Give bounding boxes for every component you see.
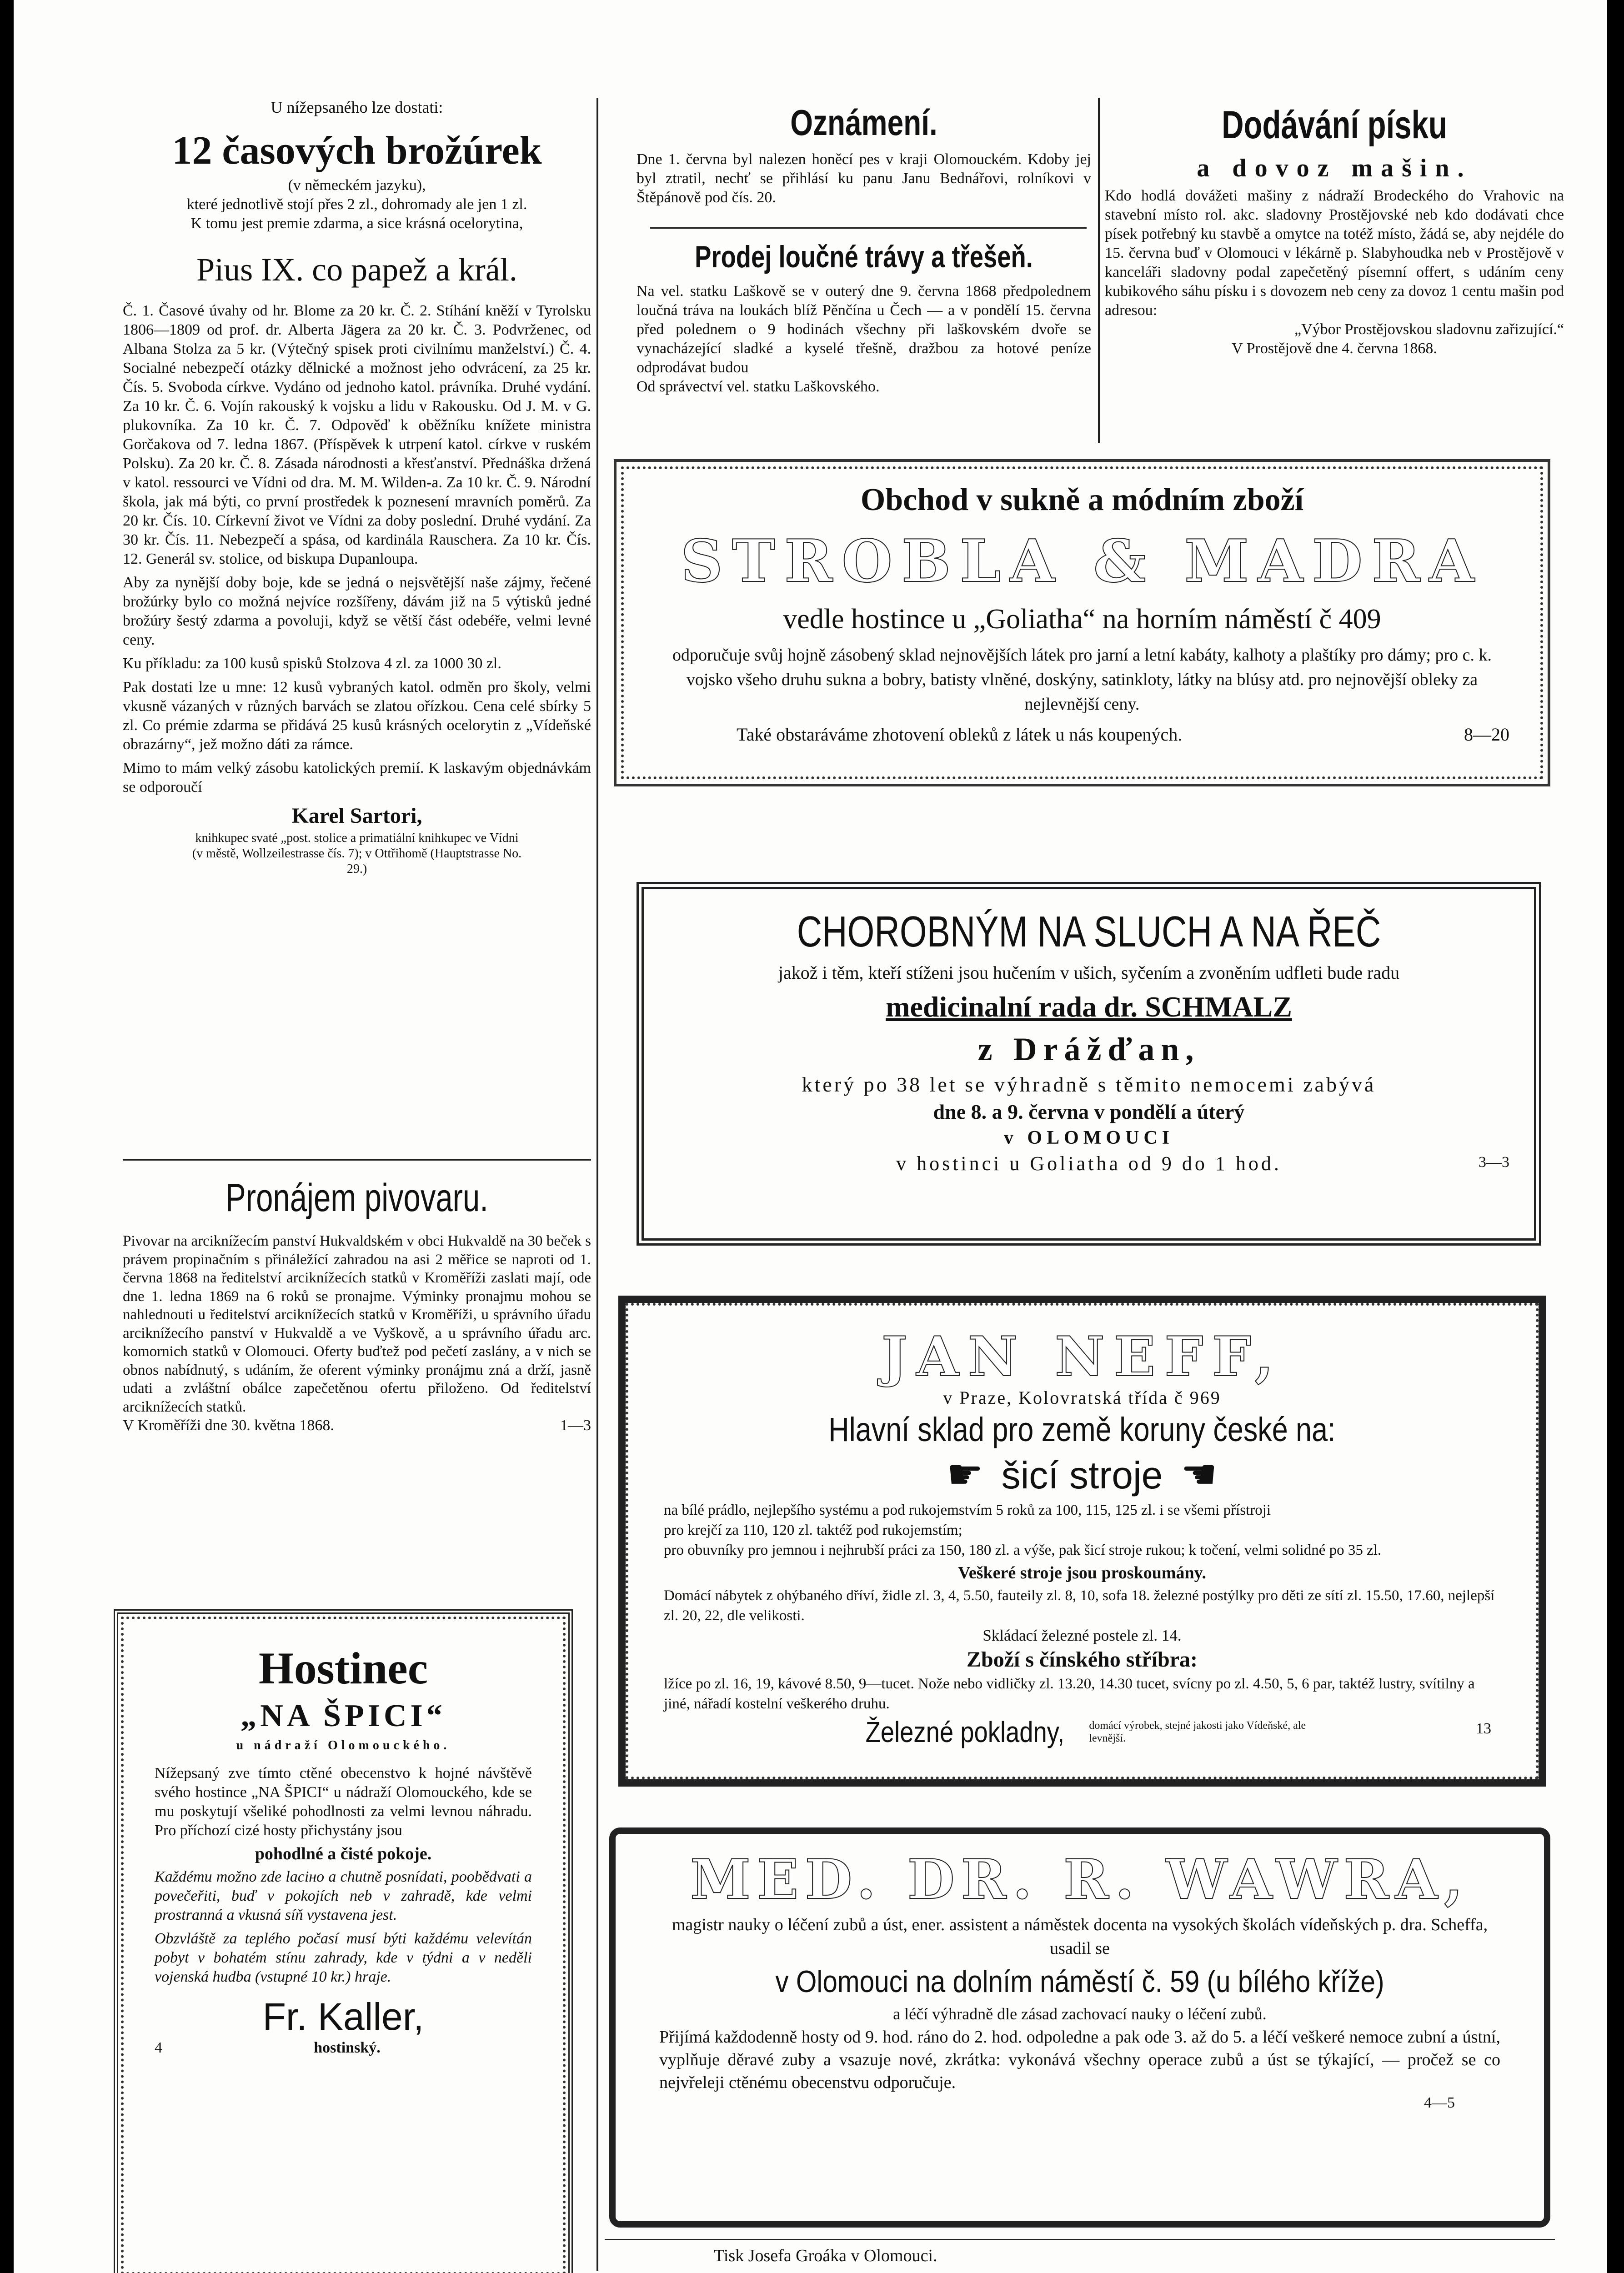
neff-line8: lžíce po zl. 16, 19, kávové 8.50, 9—tucet. Nože nebo vidličky zl. 13.20, 14.30 tucet, svícny po zl. 4.50, 5, 6 par, taktéž lustry, svítilny a jiné, nářadí kostelní veškerého druhu.	[664, 1676, 1475, 1712]
schmalz-line5: v hostinci u Goliatha od 9 do 1 hod.	[896, 1152, 1282, 1175]
kaller-signature: Fr. Kaller,	[262, 1995, 424, 2038]
wawra-ad	[632, 1846, 1528, 2112]
wawra-line4: a léčí výhradně dle zásad zachovací nauky o léčení zubů.	[893, 2005, 1267, 2023]
brochures-sub2: které jednotlivě stojí přes 2 zl., dohromady ale jen 1 zl.	[186, 196, 527, 213]
hostinec-ad	[155, 1641, 532, 2057]
strobl-issue: 8—20	[1464, 724, 1509, 745]
kaller-role: hostinský.	[314, 2039, 381, 2056]
divider	[650, 227, 1087, 229]
wawra-line3: v Olomouci na dolním náměstí č. 59 (u bílého kříže)	[775, 1964, 1384, 1999]
brewery-date: V Kroměříži dne 30. května 1868.	[123, 1417, 334, 1434]
oznameni-title: Oznámení.	[790, 102, 937, 143]
schmalz-issue: 3—3	[1479, 1154, 1509, 1171]
sartori-signature: Karel Sartori,	[291, 804, 422, 828]
pius-title: Pius IX. co papež a král.	[196, 251, 517, 288]
wawra-name: MED. DR. R. WAWRA,	[690, 1847, 1469, 1912]
hostinec-issue: 4	[155, 2039, 162, 2056]
wawra-line5: Přijímá každodenně hosty od 9. hod. ráno do 2. hod. odpoledne a pak ode 3. až do 5. a léčí veškeré nemoce zubní a ústní, vyplňuje děravé zuby a vsazuje nové, zkrátka: vykonává všechny operace zubů a úst se týkající, — pročež se co nejvřeleji ctěnému obecenstvu odporučuje.	[659, 2028, 1500, 2092]
pointing-hand-icon: ☛	[946, 1452, 983, 1497]
newspaper-page	[14, 0, 1607, 2273]
printer-footer: Tisk Josefa Groáka v Olomouci.	[714, 2246, 937, 2265]
hostinec-text: Nížepsaný zve tímto ctěné obecenstvo k hojné návštěvě svého hostince „NA ŠPICI“ u nádraží Olomouckého, kde se mu poskytují všeliké pohodlnosti za velmi levnou náhradu. Pro příchozí cizé hosty přichystány jsou	[155, 1765, 532, 1839]
brochures-para1: Aby za nynější doby boje, kde se jedná o nejsvětější naše zájmy, řečené brožúrky bylo co možná nejvíce rozšířeny, dávám již na 5 výtisků jedné brožúry šestý zdarma a povoluji, když se větší část odebéře, velmi levné ceny.	[123, 574, 591, 648]
strobl-address: vedle hostince u „Goliatha“ na horním náměstí č 409	[783, 604, 1381, 635]
pisek-date: V Prostějově dne 4. června 1868.	[1232, 340, 1437, 357]
schmalz-title: CHOROBNÝM NA SLUCH A NA ŘEČ	[797, 907, 1381, 956]
neff-line9b: domácí výrobek, stejné jakosti jako Vídeňské, ale levnější.	[1089, 1720, 1306, 1744]
neff-line2: pro krejčí za 110, 120 zl. taktéž pod rukojemstím;	[664, 1522, 962, 1538]
neff-line5: Domácí nábytek z ohýbaného dříví, židle zl. 3, 4, 5.50, fauteily zl. 8, 10, sofa 18. železné postýlky pro děti ze sítí zl. 15.50, 17.60, nejlepší zl. 20, 22, dle velikosti.	[664, 1587, 1495, 1624]
hostinec-name: „NA ŠPICI“	[241, 1698, 446, 1733]
hostinec-sub: u nádraží Olomouckého.	[236, 1738, 451, 1752]
footer-rule	[605, 2239, 1555, 2240]
brewery-ad	[123, 1173, 591, 1435]
strobl-text: odporučuje svůj hojně zásobený sklad nejnovějších látek pro jarní a letní kabáty, kalhoty a plaštíky pro dámy; pro c. k. vojsko všeho druhu sukna a bobry, batisty vlněné, doskýny, satinkloty, látky na blúsy atd. pro nejnovější obleky za nejlevnější ceny.	[672, 646, 1492, 714]
neff-head: Hlavní sklad pro země koruny české na:	[828, 1411, 1336, 1448]
strobl-note: Také obstaráváme zhotovení obleků z látek u nás koupených.	[737, 724, 1183, 745]
brewery-text: Pivovar na arciknížecím panství Hukvaldském v obci Hukvaldě na 30 beček s právem propinačním s přináležící zahradou na asi 2 měřice se naproti od 1. června 1868 na ředitelství arciknížecích statků v Kroměříži zaslati mají, ode dne 1. ledna 1869 na 6 roků se pronajme. Výminky pronajmu mohou se nahlednouti u ředitelství arciknížecích statků v Kroměříži, u správního úřadu arciknížecího panství v Hukvaldě a ve Vyškově, a u správního úřadu arc. komornich statků v Olomouci. Oferty buďtež pod pečetí zaslány, a v nich se obnos nabídnutý, s udáním, že oferent výminky pronájmu zná a drží, jasně udati a zvláštní obálce zapečetěnou ofertu přiloženo. Od ředitelství arciknížecích statků.	[123, 1233, 591, 1415]
neff-name: JAN NEFF,	[881, 1325, 1283, 1389]
neff-machines: šicí stroje	[1001, 1454, 1163, 1497]
trava-text: Na vel. statku Laškově se v outerý dne 9. června 1868 předpolednem loučná tráva na loukách blíž Pěnčína u Čech — a v pondělí 15. června před polednem o 9 hodinách všechny při laškovském dvoře se vynacházející sladké a kyselé třešně, dražbou za hotové peníze odprodávat budou	[637, 283, 1091, 376]
column-divider-right	[1098, 98, 1100, 443]
brewery-issue: 1—3	[560, 1417, 591, 1434]
schmalz-line2: který po 38 let se výhradně s těmito nemocemi zabývá	[802, 1073, 1376, 1096]
trava-ad	[637, 232, 1091, 396]
neff-issue: 13	[1476, 1720, 1491, 1737]
strobl-ad	[637, 477, 1528, 748]
wawra-issue: 4—5	[1424, 2094, 1455, 2111]
brochures-sub1: (v německém jazyku),	[288, 177, 426, 194]
oznameni-ad	[637, 100, 1091, 207]
brochures-sub3: K tomu jest premie zdarma, a sice krásná ocelorytina,	[190, 215, 523, 232]
wawra-line2: usadil se	[1050, 1939, 1110, 1958]
neff-line4: Veškeré stroje jsou proskoumány.	[957, 1563, 1207, 1582]
strobl-head: Obchod v sukně a módním zboží	[860, 482, 1304, 517]
neff-line1: na bílé prádlo, nejlepšího systému a pod rukojemstvím 5 roků za 100, 115, 125 zl. i se všemi přístroji	[664, 1502, 1271, 1518]
pisek-text: Kdo hodlá dovážeti mašiny z nádraží Brodeckého do Vrahovic na stavební místo rol. akc. sladovny Prostějovské neb kdo dodávati chce písek potřebný ku stavbě a omytce na totéž místo, žádá se, aby nejdéle do 15. června buď v Olomouci v lékárně p. Slabyhoudka neb v Prostějově v kanceláři sladovny podal zapečetěný písemní offert, s udáním ceny kubikového sáhu písku i s dovozem neb ceny za dovoz 1 centu mašin pod adresou:	[1105, 187, 1564, 319]
neff-address: v Praze, Kolovratská třída č 969	[943, 1387, 1221, 1408]
pisek-sub: a dovoz mašin.	[1197, 154, 1472, 182]
divider	[123, 1159, 591, 1161]
hostinec-rooms: pohodlné a čisté pokoje.	[255, 1844, 432, 1863]
brochure-list: Č. 1. Časové úvahy od hr. Blome za 20 kr. Č. 2. Stíhání kněží v Tyrolsku 1806—1809 od prof. dr. Alberta Jägera za 20 kr. Č. 3. Podvrženec, od Albana Stolza za 5 kr. (Výtečný spisek proti civilnímu manželství.) Č. 4. Socialné nebezpečí otázky dělnické a možnost jeho odvrácení, za 25 kr. Čís. 5. Svoboda církve. Vydáno od jednoho katol. právníka. Druhé vydání. Za 10 kr. Č. 6. Vojín rakouský k vojsku a lidu v Rakousku. Od J. M. v G. plukovníka. Za 10 kr. Č. 7. Odpověď k oběžníku knížete ministra Gorčakova od 7. ledna 1867. (Příspěvek k utrpení katol. církve v ruském Polsku). Za 20 kr. Č. 8. Zásada národnosti a křesťanství. Přednáška držená v katol. ressourci ve Vídni od dra. M. M. Wilden-a. Za 10 kr. Č. 9. Národní škola, jak má býti, co první prostředek k poznesení mravních poměrů. Za 20 kr. Čís. 10. Církevní život ve Vídni za doby poslední. Druhé vydání. Za 30 kr. Čís. 11. Nebezpečí a spása, od kardinála Rauschera. Za 10 kr. Čís. 12. Generál sv. stolice, od biskupa Dupanloupa.	[123, 302, 591, 567]
brochures-ad	[123, 98, 591, 877]
schmalz-line4: v OLOMOUCI	[1003, 1127, 1174, 1148]
trava-signature: Od správectví vel. statku Laškovského.	[637, 378, 880, 395]
schmalz-name: medicinalní rada dr. SCHMALZ	[886, 991, 1292, 1023]
kicker: U nížepsaného lze dostati:	[271, 98, 443, 116]
brochures-para3: Pak dostati lze u mne: 12 kusů vybraných katol. odměn pro školy, velmi vkusně vázaných v různých barvách se zlatou ořízkou. Cena celé sbírky 5 zl. Co prémie zdarma se přidává 25 kusů krásných ocelorytin z „Vídeňské obrazárny“, jež možno dáti za rámce.	[123, 679, 591, 753]
brochures-title: 12 časových brožúrek	[172, 129, 542, 173]
hostinec-text2: Každému možno zde laciно a chutně posnídati, poobědvati a povečeřiti, buď v pokojích neb v zahradě, kde velmi prostranná a vkusná síň vystavena jest.	[155, 1868, 532, 1923]
schmalz-line3: dne 8. a 9. června v pondělí a úterý	[933, 1100, 1245, 1123]
brochures-para4: Mimo to mám velký zásobu katolických premií. K laskavým objednávkám se odporoučí	[123, 760, 591, 796]
neff-line6: Skládací železné postele zl. 14.	[982, 1627, 1182, 1644]
sartori-address: knihkupec svaté „post. stolice a primatiální knihkupec ve Vídni (v městě, Wollzeilestrasse čís. 7); v Ottřihomě (Hauptstrasse No. 29.)	[192, 831, 522, 876]
hostinec-text3: Obzvláště za teplého počasí musí býti každému velevítán pobyt v bohatém stínu zahrady, kde v týdni a v neděli vojenská hudba (vstupné 10 kr.) hraje.	[155, 1930, 532, 1985]
schmalz-ad	[650, 905, 1528, 1177]
schmalz-line1: jakož i těm, kteří stíženi jsou hučením v ušich, syčením a zvoněním udfleti bude radu	[778, 962, 1400, 983]
strobl-name: STROBLA & MADRA	[681, 527, 1484, 596]
hostinec-title: Hostinec	[258, 1643, 428, 1693]
trava-title: Prodej loučné trávy a třešeň.	[695, 240, 1033, 274]
pisek-ad	[1105, 100, 1564, 358]
pisek-title: Dodávání písku	[1222, 103, 1447, 147]
page-edge	[1617, 0, 1624, 2273]
neff-ad	[646, 1327, 1519, 1750]
brochures-para2: Ku příkladu: za 100 kusů spisků Stolzova 4 zl. za 1000 30 zl.	[123, 655, 501, 672]
column-divider	[596, 98, 598, 2271]
schmalz-city: z Drážďan,	[977, 1031, 1200, 1067]
pointing-hand-icon: ☛	[1181, 1452, 1218, 1497]
neff-line7: Zboží s čínského stříbra:	[966, 1647, 1198, 1672]
neff-line9: Železné pokladny,	[865, 1716, 1064, 1748]
brewery-title: Pronájem pivovaru.	[226, 1176, 488, 1220]
oznameni-text: Dne 1. června byl nalezen honěcí pes v kraji Olomouckém. Kdoby jej byl ztratil, nechť se přihlásí ku panu Janu Bednářovi, rolníkovi v Štěpánově pod čís. 20.	[637, 151, 1091, 206]
neff-line3: pro obuvníky pro jemnou i nejhrubší práci za 150, 180 zl. a výše, pak šicí stroje rukou; k točení, velmi solidné po 35 zl.	[664, 1542, 1382, 1558]
wawra-line1: magistr nauky o léčení zubů a úst, ener. assistent a náměstek docenta na vysokých školách vídeňských p. dra. Scheffa,	[672, 1915, 1488, 1934]
pisek-quote: „Výbor Prostějovskou sladovnu zařizující.“	[1294, 321, 1564, 338]
